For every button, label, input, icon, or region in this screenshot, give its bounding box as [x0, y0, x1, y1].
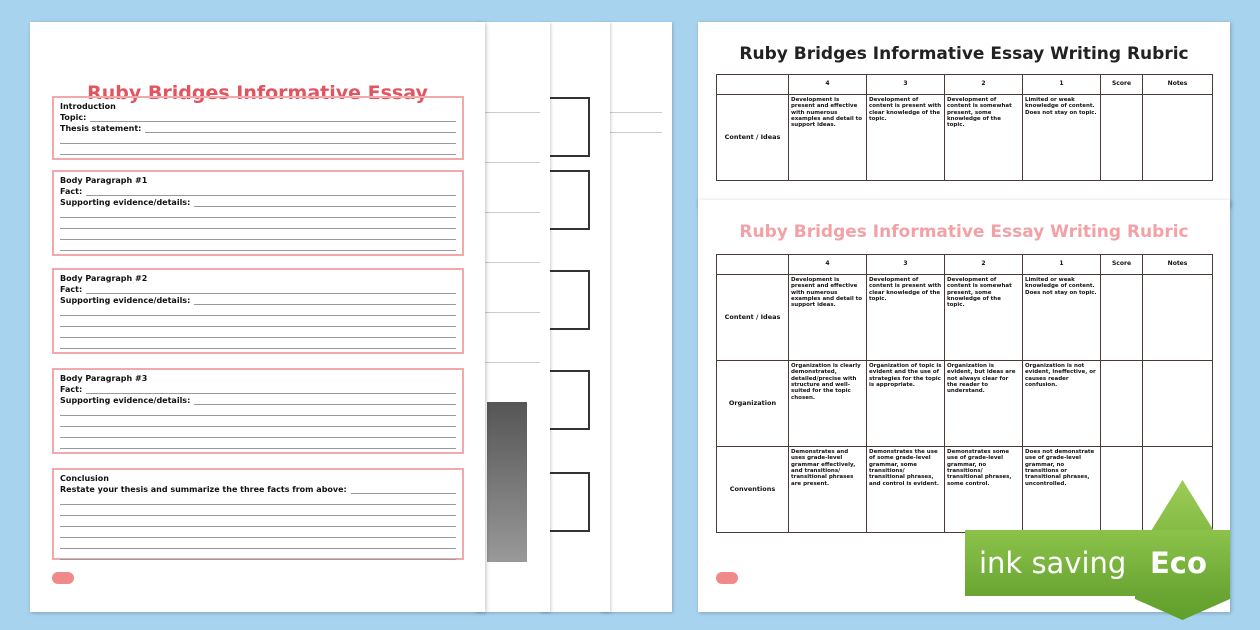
essay-title: Ruby Bridges Informative Essay: [87, 82, 428, 104]
write-line[interactable]: [60, 338, 456, 349]
rubric-cell: [1101, 447, 1143, 533]
rubric-page-back: [698, 22, 1230, 207]
write-line[interactable]: [86, 386, 456, 394]
field-label: Fact:: [60, 187, 83, 196]
column-header: Score: [1101, 75, 1143, 95]
field-row[interactable]: [60, 294, 456, 305]
essay-section: [52, 368, 464, 454]
ink-saving-badge: [965, 530, 1230, 596]
write-line[interactable]: [145, 125, 456, 133]
column-header: 4: [789, 255, 867, 275]
rubric-row: [717, 361, 1213, 447]
essay-section: [52, 170, 464, 256]
row-label: Organization: [717, 361, 789, 447]
rubric-cell: Development of content is present with clear knowledge of the topic.: [867, 95, 945, 181]
write-line[interactable]: [60, 405, 456, 416]
column-header: 2: [945, 75, 1023, 95]
write-line[interactable]: [90, 114, 456, 122]
write-line[interactable]: [60, 538, 456, 549]
field-row[interactable]: [60, 283, 456, 294]
write-line[interactable]: [60, 416, 456, 427]
rubric-cell: [1101, 275, 1143, 361]
rubric-cell: Organization of topic is evident and the use of strategies for the topic is appropriate.: [867, 361, 945, 447]
column-header: [717, 75, 789, 95]
field-label: Fact:: [60, 285, 83, 294]
rubric-cell: Demonstrates some use of grade-level grammar, no transitions/ transitional phrases, some control.: [945, 447, 1023, 533]
column-header: 3: [867, 75, 945, 95]
write-line[interactable]: [60, 229, 456, 240]
field-row[interactable]: [60, 394, 456, 405]
write-line[interactable]: [194, 397, 456, 405]
rubric-row: [717, 447, 1213, 533]
rubric-cell: [1101, 361, 1143, 447]
field-row[interactable]: [60, 122, 456, 133]
field-row[interactable]: [60, 383, 456, 394]
essay-section: [52, 268, 464, 354]
rubric-cell: Limited or weak knowledge of content. Does not stay on topic.: [1023, 95, 1101, 181]
field-label: Thesis statement:: [60, 124, 142, 133]
column-header: Notes: [1143, 255, 1213, 275]
write-line[interactable]: [60, 218, 456, 229]
write-line[interactable]: [351, 486, 456, 494]
illustration-figure: [487, 402, 527, 562]
badge-text: ink saving: [979, 546, 1127, 580]
rubric-cell: Organization is clearly demonstrated, detailed/precise with structure and well-suited for the topic chosen.: [789, 361, 867, 447]
write-line[interactable]: [60, 549, 456, 560]
column-header: Score: [1101, 255, 1143, 275]
write-line[interactable]: [60, 516, 456, 527]
rubric-cell: Organization is evident, but ideas are not always clear for the reader to understand.: [945, 361, 1023, 447]
rubric-cell: Demonstrates and uses grade-level grammar effectively, and transitions/ transitional phrases are present.: [789, 447, 867, 533]
rubric-cell: Demonstrates the use of some grade-level grammar, some transitions/ transitional phrases, and control is evident.: [867, 447, 945, 533]
write-line[interactable]: [60, 240, 456, 251]
rubric-cell: Development is present and effective with numerous examples and detail to support ideas.: [789, 95, 867, 181]
write-line[interactable]: [60, 207, 456, 218]
field-label: Topic:: [60, 113, 87, 122]
write-line[interactable]: [194, 297, 456, 305]
rubric-table: [716, 74, 1213, 181]
column-header: 1: [1023, 75, 1101, 95]
rubric-row: [717, 275, 1213, 361]
write-line[interactable]: [60, 133, 456, 144]
stacked-page-4: [600, 22, 672, 612]
field-label: Supporting evidence/details:: [60, 296, 191, 305]
write-line[interactable]: [60, 327, 456, 338]
field-row[interactable]: [60, 185, 456, 196]
section-heading: Conclusion: [60, 474, 109, 483]
field-row[interactable]: [60, 483, 456, 494]
write-line[interactable]: [60, 427, 456, 438]
rubric-row: [717, 95, 1213, 181]
section-heading: Body Paragraph #2: [60, 274, 148, 283]
essay-section: [52, 468, 464, 560]
rubric-cell: [1101, 95, 1143, 181]
rubric-cell: [1143, 275, 1213, 361]
column-header: 2: [945, 255, 1023, 275]
field-label: Supporting evidence/details:: [60, 396, 191, 405]
write-line[interactable]: [60, 144, 456, 155]
column-header: Notes: [1143, 75, 1213, 95]
write-line[interactable]: [60, 305, 456, 316]
rubric-cell: Does not demonstrate use of grade-level grammar, no transitions or transitional phrases, uncontrolled.: [1023, 447, 1101, 533]
brand-logo: [716, 572, 738, 584]
section-heading: Body Paragraph #1: [60, 176, 148, 185]
write-line[interactable]: [86, 188, 456, 196]
field-row[interactable]: [60, 111, 456, 122]
column-header: 4: [789, 75, 867, 95]
essay-section: [52, 96, 464, 160]
rubric-table: [716, 254, 1213, 533]
write-line[interactable]: [60, 505, 456, 516]
header-row: [717, 255, 1213, 275]
column-header: 3: [867, 255, 945, 275]
write-line[interactable]: [60, 527, 456, 538]
field-row[interactable]: [60, 196, 456, 207]
write-line[interactable]: [194, 199, 456, 207]
rubric-cell: [1143, 95, 1213, 181]
essay-organizer-page: [30, 22, 485, 612]
field-label: Supporting evidence/details:: [60, 198, 191, 207]
rubric-cell: Development is present and effective with numerous examples and detail to support ideas.: [789, 275, 867, 361]
rubric-cell: Organization is not evident, ineffective, or causes reader confusion.: [1023, 361, 1101, 447]
write-line[interactable]: [60, 316, 456, 327]
rubric-cell: Development of content is present with clear knowledge of the topic.: [867, 275, 945, 361]
rubric-cell: Development of content is somewhat present, some knowledge of the topic.: [945, 95, 1023, 181]
write-line[interactable]: [60, 438, 456, 449]
row-label: Content / Ideas: [717, 275, 789, 361]
rubric-title: Ruby Bridges Informative Essay Writing Rubric: [739, 222, 1189, 242]
stacked-page-3: [540, 22, 610, 612]
rubric-title: Ruby Bridges Informative Essay Writing Rubric: [739, 44, 1189, 64]
column-header: [717, 255, 789, 275]
column-header: 1: [1023, 255, 1101, 275]
brand-logo: [52, 572, 74, 584]
rubric-cell: [1143, 361, 1213, 447]
header-row: [717, 75, 1213, 95]
field-label: Restate your thesis and summarize the three facts from above:: [60, 485, 347, 494]
section-heading: Introduction: [60, 102, 116, 111]
section-heading: Body Paragraph #3: [60, 374, 148, 383]
write-line[interactable]: [86, 286, 456, 294]
stacked-page-2: [475, 22, 550, 612]
rubric-cell: Development of content is somewhat present, some knowledge of the topic.: [945, 275, 1023, 361]
write-line[interactable]: [60, 494, 456, 505]
field-label: Fact:: [60, 385, 83, 394]
row-label: Conventions: [717, 447, 789, 533]
row-label: Content / Ideas: [717, 95, 789, 181]
eco-label: Eco: [1150, 546, 1207, 580]
rubric-cell: Limited or weak knowledge of content. Does not stay on topic.: [1023, 275, 1101, 361]
